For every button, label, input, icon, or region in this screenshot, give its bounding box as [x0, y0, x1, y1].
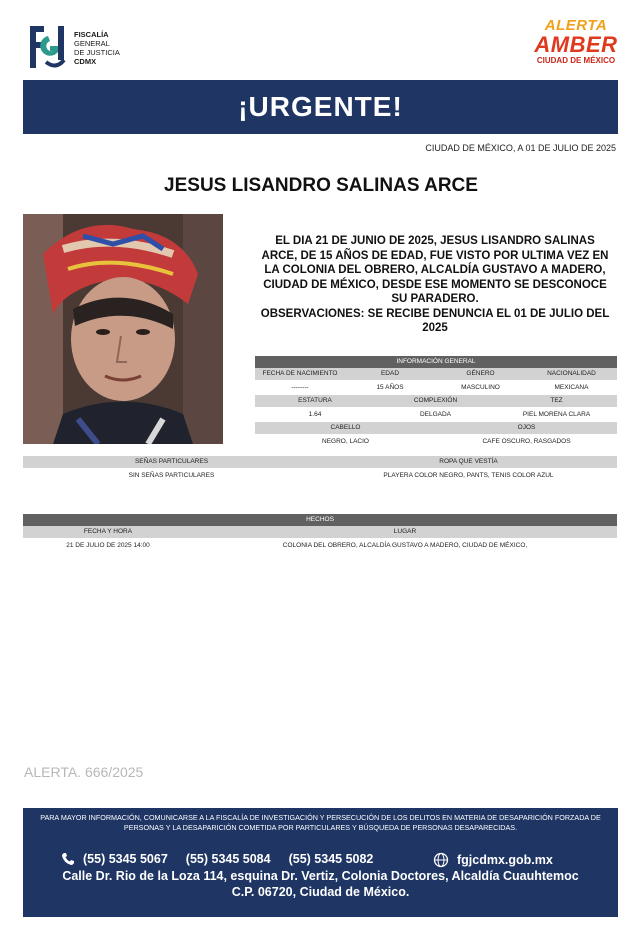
website-link[interactable]: fgjcdmx.gob.mx [457, 853, 553, 867]
globe-icon [433, 852, 449, 868]
facts-table [23, 514, 617, 553]
date-line: CIUDAD DE MÉXICO, A 01 DE JULIO DE 2025 [425, 143, 616, 153]
table-header: ROPA QUE VESTÍA [439, 458, 498, 465]
urgent-title: ¡URGENTE! [238, 91, 403, 122]
description-text: EL DIA 21 DE JUNIO DE 2025, JESUS LISANDRO SALINAS ARCE, DE 15 AÑOS DE EDAD, FUE VISTO POR ULTIMA VEZ EN LA COLONIA DEL OBRERO, ALCALDÍA GUSTAVO A MADERO, CIUDAD DE MÉXICO, DESDE ESE MOMENTO SE DESCONOCE SU PARADERO. [261, 235, 609, 305]
address-line: Calle Dr. Rio de la Loza 114, esquina Dr. Vertiz, Colonia Doctores, Alcaldía Cuauhtemoc [62, 869, 579, 883]
table-header: GÉNERO [466, 370, 495, 377]
agency-line: DE JUSTICIA [74, 48, 120, 57]
amber-line1: ALERTA [544, 17, 608, 34]
phone-icon [61, 852, 75, 866]
table-header: EDAD [380, 370, 400, 377]
table-cell: PLAYERA COLOR NEGRO, PANTS, TENIS COLOR AZUL [383, 472, 554, 479]
description-block [256, 234, 614, 336]
table-cell: CAFE OSCURO, RASGADOS [482, 438, 571, 445]
table-cell: NEGRO, LACIO [322, 438, 369, 445]
table-cell: -------- [291, 384, 309, 391]
table-header: CABELLO [330, 424, 361, 431]
alerta-amber-logo [534, 18, 618, 78]
table-cell: DELGADA [419, 411, 452, 418]
table-header: FECHA DE NACIMIENTO [262, 370, 338, 377]
general-info-table [255, 356, 617, 449]
website-block [433, 852, 553, 868]
amber-line2: AMBER [534, 32, 618, 57]
amber-line3: CIUDAD DE MÉXICO [536, 56, 616, 65]
table-header: COMPLEXIÓN [413, 397, 458, 404]
table-cell: 1.64 [308, 411, 322, 418]
table-header: ESTATURA [298, 397, 332, 404]
table-title: INFORMACIÓN GENERAL [255, 356, 617, 368]
fgj-logo-icon [24, 22, 68, 72]
table-cell: COLONIA DEL OBRERO, ALCALDÍA GUSTAVO A MADERO, CIUDAD DE MÉXICO, [282, 542, 528, 549]
contact-footer [23, 808, 618, 917]
fgj-logo [24, 22, 134, 72]
phone-number[interactable]: (55) 5345 5067 [83, 852, 168, 866]
table-header: TEZ [550, 397, 563, 404]
observations-text: OBSERVACIONES: SE RECIBE DENUNCIA EL 01 DE JULIO DEL 2025 [260, 307, 610, 334]
table-header: SEÑAS PARTICULARES [134, 458, 209, 465]
urgent-banner [23, 80, 618, 134]
phone-number[interactable]: (55) 5345 5082 [288, 852, 374, 866]
table-cell: SIN SEÑAS PARTICULARES [128, 472, 215, 479]
agency-line: CDMX [74, 57, 97, 66]
agency-line: FISCALÍA [74, 30, 109, 39]
table-cell: MASCULINO [461, 384, 500, 391]
person-name: JESUS LISANDRO SALINAS ARCE [164, 175, 478, 196]
marks-clothing-table [23, 456, 617, 483]
address-block [23, 868, 618, 900]
table-cell: 15 AÑOS [376, 384, 404, 391]
table-cell: MEXICANA [554, 384, 589, 391]
agency-line: GENERAL [74, 39, 110, 48]
table-header: FECHA Y HORA [83, 528, 133, 535]
missing-person-photo [23, 214, 223, 444]
alert-number: ALERTA. 666/2025 [24, 764, 144, 780]
table-header: OJOS [517, 424, 536, 431]
table-cell: PIEL MORENA CLARA [522, 411, 591, 418]
footer-info: PARA MAYOR INFORMACIÓN, COMUNICARSE A LA FISCALÍA DE INVESTIGACIÓN Y PERSECUCIÓN DE LOS DELITOS EN MATERIA DE DESAPARICIÓN FORZADA DE PERSONAS Y LA DESAPARICIÓN COMETIDA POR PARTICULARES Y BÚSQUEDA DE PERSONAS DESAPARECIDAS. [40, 813, 601, 832]
table-title: HECHOS [23, 514, 617, 526]
phone-list [61, 852, 391, 866]
table-header: NACIONALIDAD [547, 370, 596, 377]
phone-number[interactable]: (55) 5345 5084 [185, 852, 271, 866]
address-line: C.P. 06720, Ciudad de México. [231, 885, 410, 899]
table-cell: 21 DE JULIO DE 2025 14:00 [66, 542, 150, 549]
table-header: LUGAR [393, 528, 417, 535]
